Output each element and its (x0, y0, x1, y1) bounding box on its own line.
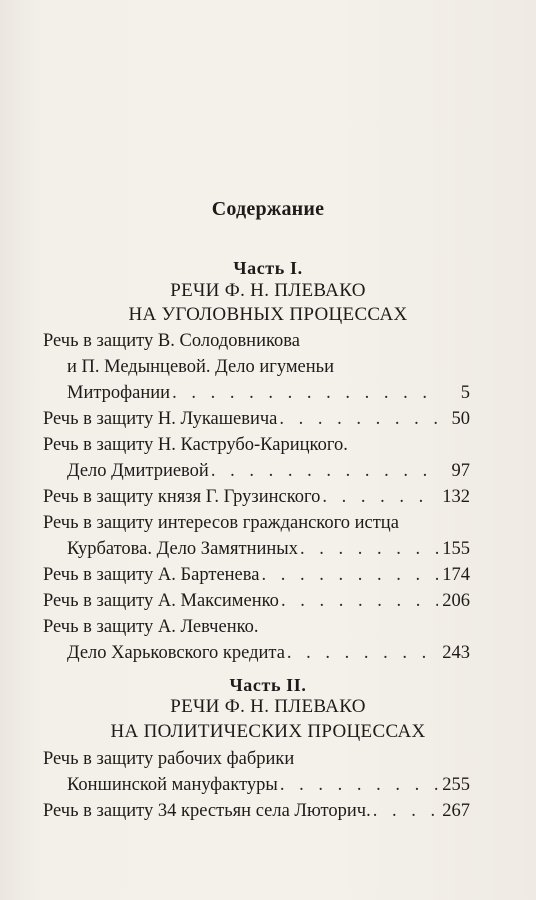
page-number: 255 (442, 775, 470, 795)
part-2-title-line-2: НА ПОЛИТИЧЕСКИХ ПРОЦЕССАХ (110, 721, 426, 742)
toc-entry-1[interactable] (43, 328, 470, 354)
part-2-title-line-1: РЕЧИ Ф. Н. ПЛЕВАКО (170, 696, 366, 717)
toc-entry-8[interactable] (43, 614, 470, 640)
dot-leader (373, 798, 438, 824)
toc-entry-6[interactable] (43, 562, 470, 588)
toc-entry-10[interactable] (43, 798, 470, 824)
dot-leader (300, 536, 438, 562)
page-number: 243 (442, 643, 470, 663)
toc-entry-8-last-line (67, 640, 470, 666)
page-number: 132 (442, 487, 470, 507)
page-number: 206 (442, 591, 470, 611)
toc-entry-text: Речь в защиту Н. Каструбо-Карицкого. (43, 435, 348, 455)
part-1-label: Часть I. (233, 258, 303, 278)
dot-leader (279, 406, 438, 432)
toc-entry-text: Курбатова. Дело Замятниных (67, 539, 298, 559)
dot-leader (287, 640, 438, 666)
toc-entry-7[interactable] (43, 588, 470, 614)
toc-entry-4[interactable] (43, 484, 470, 510)
toc-entry-9[interactable] (43, 746, 470, 772)
toc-entry-1-continuation (67, 354, 470, 380)
toc-entry-1-last-line (67, 380, 470, 406)
toc-entry-5-last-line (67, 536, 470, 562)
page-number: 174 (442, 565, 470, 585)
toc-entry-text: Речь в защиту князя Г. Грузинского (43, 487, 321, 507)
toc-entry-text: Коншинской мануфактуры (67, 775, 278, 795)
toc-entry-text: Дело Харьковского кредита (67, 643, 285, 663)
toc-entry-text: Речь в защиту рабочих фабрики (43, 749, 295, 769)
toc-entry-5[interactable] (43, 510, 470, 536)
dot-leader (261, 562, 438, 588)
part-2-label: Часть II. (229, 675, 307, 695)
page-number: 155 (442, 539, 470, 559)
toc-entry-text: Митрофании (67, 383, 171, 403)
toc-entry-9-last-line (67, 772, 470, 798)
page-number: 50 (451, 409, 470, 429)
page-title: Содержание (211, 198, 325, 220)
toc-entry-text: и П. Медынцевой. Дело игуменьи (67, 357, 334, 377)
toc-entry-text: Речь в защиту В. Солодовникова (43, 331, 300, 351)
part-1-title-line-1: РЕЧИ Ф. Н. ПЛЕВАКО (170, 280, 366, 301)
dot-leader (281, 588, 438, 614)
dot-leader (211, 458, 438, 484)
toc-entry-text: Речь в защиту А. Бартенева (43, 565, 260, 585)
toc-entry-3-last-line (67, 458, 470, 484)
dot-leader (172, 380, 438, 406)
dot-leader (280, 772, 438, 798)
toc-entry-text: Речь в защиту А. Левченко. (43, 617, 259, 637)
toc-entry-text: Речь в защиту 34 крестьян села Люторич. (43, 801, 371, 821)
page-number: 267 (442, 801, 470, 821)
toc-entry-text: Речь в защиту Н. Лукашевича (43, 409, 278, 429)
page-number: 5 (460, 383, 470, 403)
toc-entry-2[interactable] (43, 406, 470, 432)
page-number: 97 (451, 461, 470, 481)
dot-leader (322, 484, 438, 510)
toc-entry-text: Речь в защиту интересов гражданского истца (43, 513, 399, 533)
toc-entry-text: Речь в защиту А. Максименко (43, 591, 279, 611)
toc-entry-3[interactable] (43, 432, 470, 458)
toc-entry-text: Дело Дмитриевой (67, 461, 209, 481)
part-1-title-line-2: НА УГОЛОВНЫХ ПРОЦЕССАХ (128, 304, 408, 325)
